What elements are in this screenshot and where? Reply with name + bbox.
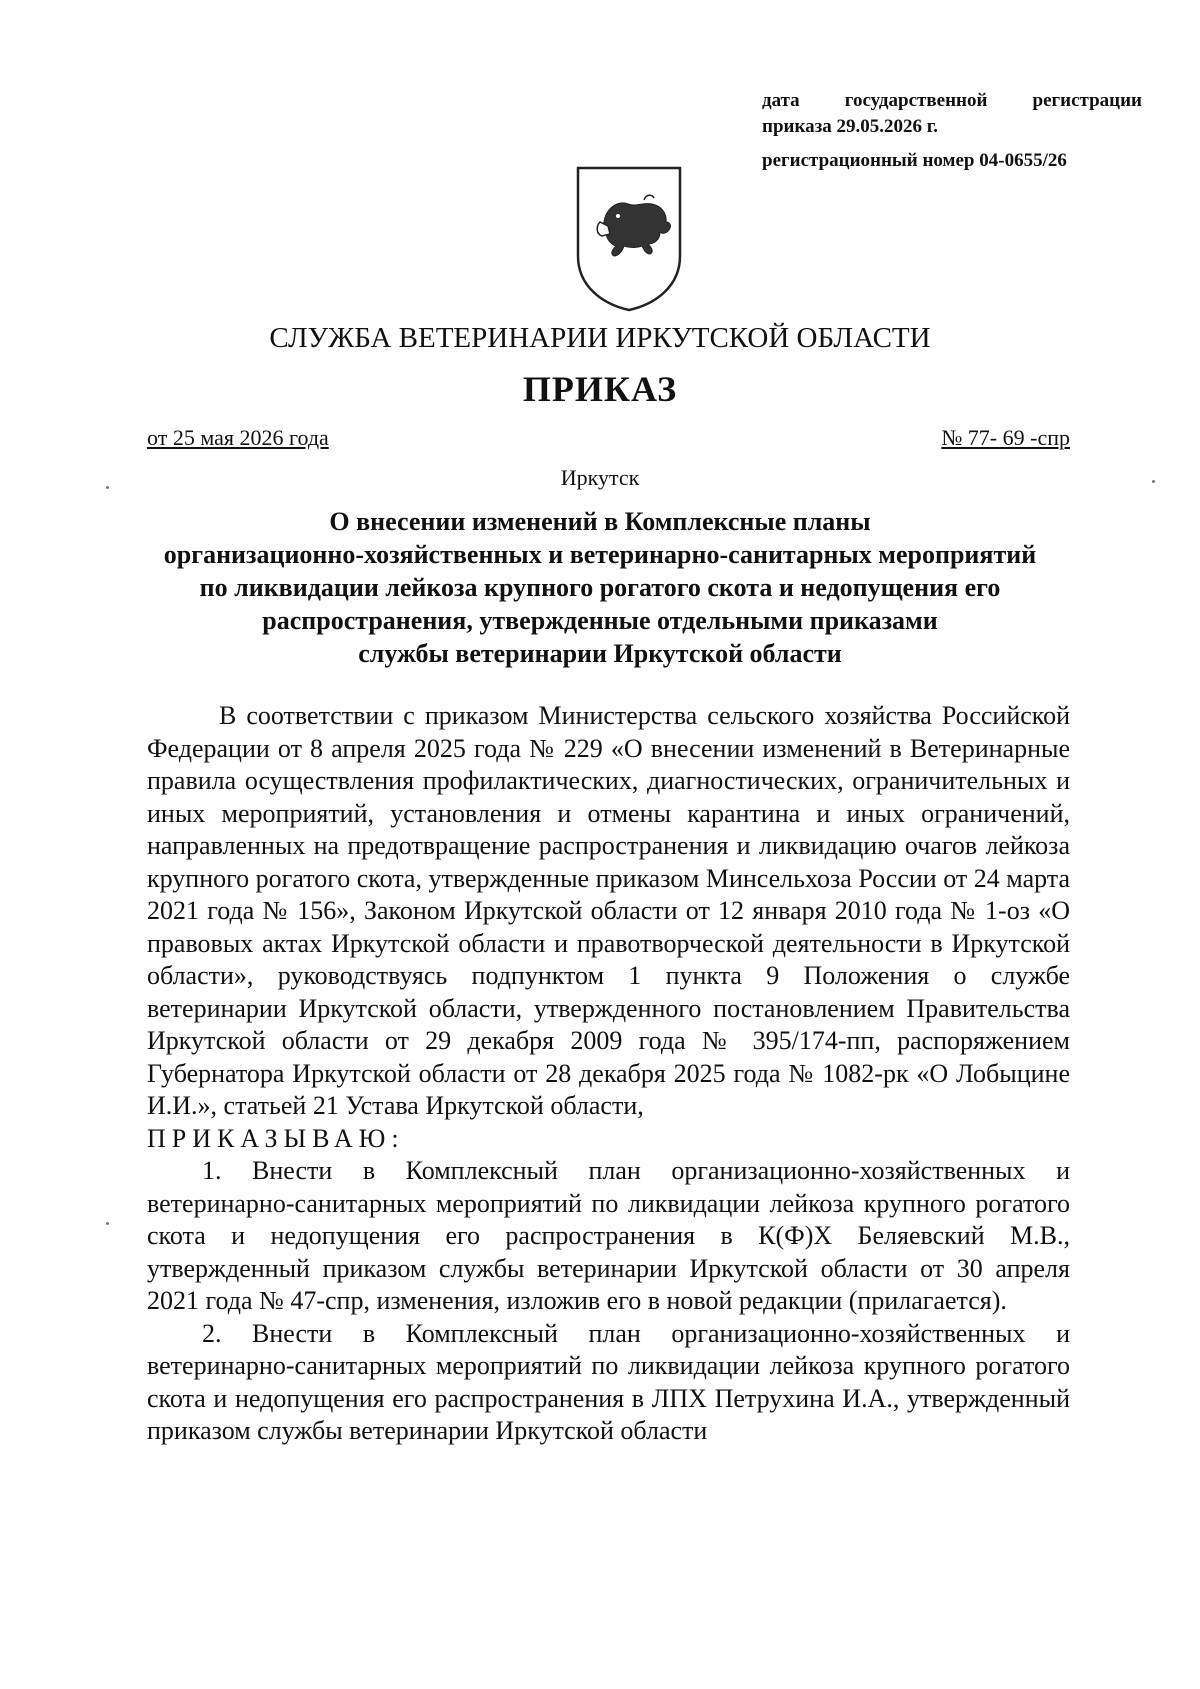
- scan-speck: [106, 486, 109, 489]
- scan-speck: [1152, 480, 1155, 483]
- document-title: [140, 505, 1060, 670]
- registration-number: регистрационный номер 04-0655/26: [762, 150, 1067, 171]
- registration-date-label: дата государственной регистрации: [762, 90, 1142, 111]
- order-date: от 25 мая 2026 года: [147, 425, 329, 450]
- title-line: О внесении изменений в Комплексные планы: [329, 507, 871, 536]
- order-item-2: 2. Внести в Комплексный план организационно-хозяйственных и ветеринарно-санитарных мероприятий по ликвидации лейкоза крупного рогатого скота и недопущения его распространения в ЛПХ Петрухина И.А., утвержденный приказом службы ветеринарии Иркутской области: [147, 1318, 1070, 1445]
- scan-speck: [106, 1222, 109, 1225]
- title-line: распространения, утвержденные отдельными приказами: [262, 606, 938, 635]
- title-line: по ликвидации лейкоза крупного рогатого скота и недопущения его: [199, 573, 1001, 602]
- document-body: [147, 700, 1070, 1448]
- title-line: службы ветеринарии Иркутской области: [358, 639, 842, 668]
- preamble-paragraph: В соответствии с приказом Министерства сельского хозяйства Российской Федерации от 8 апреля 2025 года № 229 «О внесении изменений в Ветеринарные правила осуществления профилактических, диагностических, ограничительных и иных мероприятий, установления и отмены карантина и иных ограничений, направленных на предотвращение распространения и ликвидацию очагов лейкоза крупного рогатого скота, утвержденные приказом Минсельхоза России от 24 марта 2021 года № 156», Законом Иркутской области от 12 января 2010 года № 1-оз «О правовых актах Иркутской области и правотворческой деятельности в Иркутской области», руководствуясь подпунктом 1 пункта 9 Положения о службе ветеринарии Иркутской области, утвержденного постановлением Правительства Иркутской области от 29 декабря 2009 года № 395/174-пп, распоряжением Губернатора Иркутской области от 28 декабря 2025 года № 1082-рк «О Лобыцине И.И.», статьей 21 Устава Иркутской области,: [147, 701, 1070, 1120]
- agency-name: СЛУЖБА ВЕТЕРИНАРИИ ИРКУТСКОЙ ОБЛАСТИ: [269, 322, 931, 354]
- registration-date: приказа 29.05.2026 г.: [762, 116, 938, 137]
- order-item-1: 1. Внести в Комплексный план организационно-хозяйственных и ветеринарно-санитарных мероприятий по ликвидации лейкоза крупного рогатого скота и недопущения его распространения в К(Ф)Х Беляевский М.В., утвержденный приказом службы ветеринарии Иркутской области от 30 апреля 2021 года № 47-спр, изменения, изложив его в новой редакции (прилагается).: [147, 1156, 1070, 1315]
- city: Иркутск: [560, 465, 640, 490]
- document-type: ПРИКАЗ: [522, 369, 678, 409]
- order-keyword: ПРИКАЗЫВАЮ:: [147, 1123, 405, 1153]
- registration-stamp: [762, 88, 1142, 174]
- irkutsk-babr-coat-of-arms-icon: [574, 164, 684, 314]
- order-number: № 77- 69 -спр: [941, 425, 1070, 450]
- title-line: организационно-хозяйственных и ветеринарно-санитарных мероприятий: [163, 540, 1037, 569]
